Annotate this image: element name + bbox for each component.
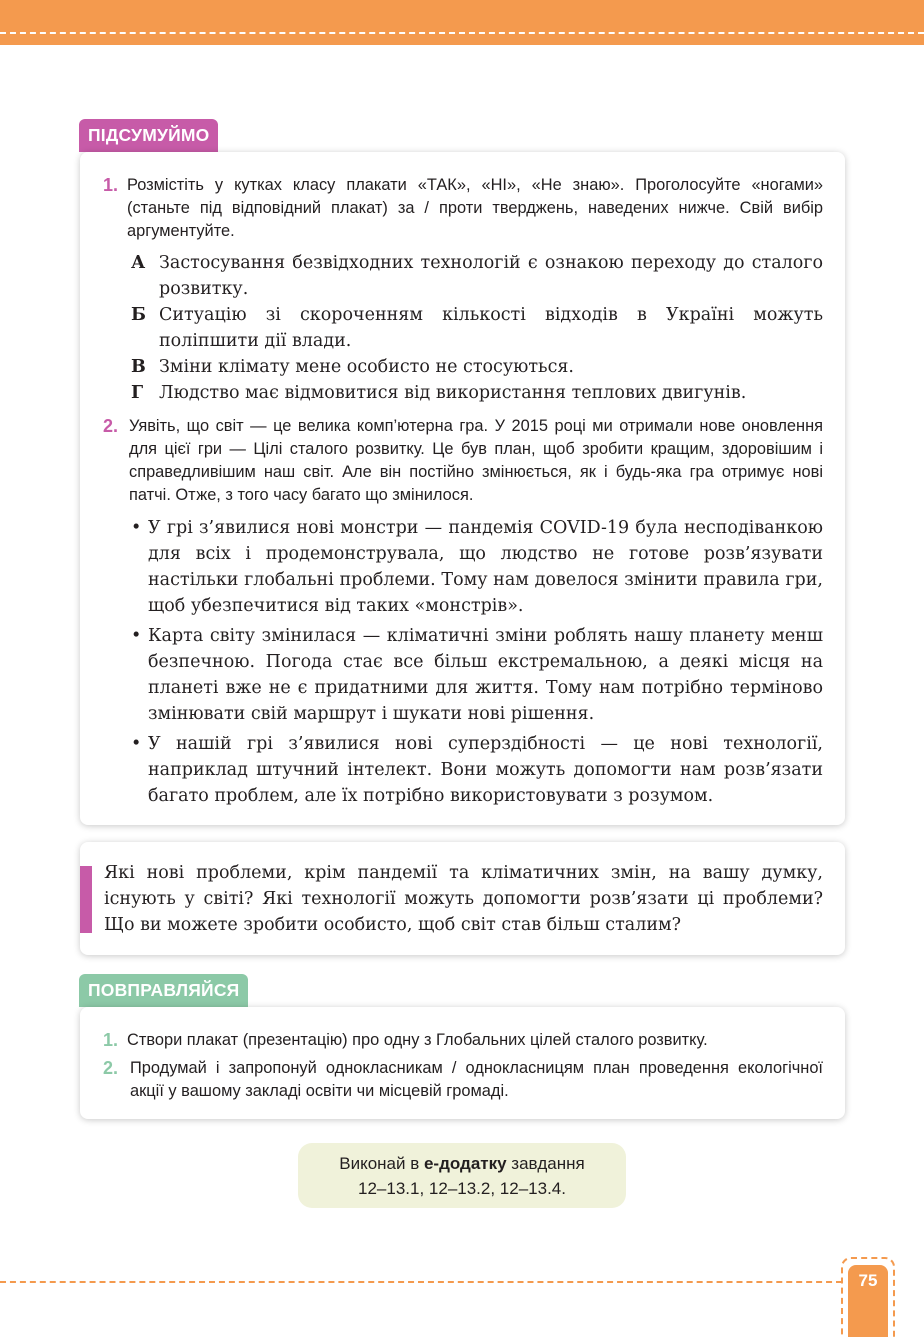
- e-dodatok-suffix: завдання: [506, 1154, 585, 1173]
- bullet-text: У грі з’явилися нові монстри — пандемія COVID-19 була несподіванкою для всіх і продемонструвала, що людство не готове розв’язувати настільки глобальні проблеми. Тому нам довелося змінити правила гри, щоб убезпечитися від таких «монстрів».: [148, 518, 823, 616]
- bullet-dot: •: [131, 626, 142, 646]
- task-1-option-d: [131, 380, 823, 406]
- bottom-dashed-line: [0, 1281, 842, 1283]
- e-dodatok-line-1: [298, 1151, 626, 1176]
- practice-task-1: [103, 1029, 823, 1052]
- task-2: [103, 415, 823, 507]
- e-dodatok-link: е-додатку: [423, 1154, 507, 1173]
- option-letter: Г: [131, 383, 144, 403]
- option-text: Застосування безвідходних технологій є ознакою переходу до сталого розвитку.: [159, 253, 823, 299]
- page-number: 75: [858, 1271, 878, 1290]
- task-2-text: Уявіть, що світ — це велика комп’ютерна гра. У 2015 році ми отримали нове оновлення для цієї гри — Цілі сталого розвитку. Це був план, щоб зробити кращим, здоровішим і справедливішим наш світ. Але він постійно змінюється, як і будь-яка гра отримує нові патчі. Отже, з того часу багато що змінилося.: [129, 417, 823, 504]
- e-dodatok-tasks: 12–13.1, 12–13.2, 12–13.4.: [358, 1179, 566, 1198]
- practice-task-1-number: 1.: [103, 1030, 119, 1050]
- question-text: Які нові проблеми, крім пандемії та кліматичних змін, на вашу думку, існують у світі? Які технології можуть допомогти розв’язати ці проблеми? Що ви можете зробити особисто, щоб світ став більш сталим?: [104, 863, 823, 935]
- task-1-option-c: [131, 354, 823, 380]
- option-letter: Б: [131, 305, 146, 325]
- section-label-summary: ПІДСУМУЙМО: [79, 119, 218, 152]
- option-letter: А: [131, 253, 146, 273]
- e-dodatok-prefix: Виконай в: [339, 1154, 424, 1173]
- task-2-bullet-1: [131, 515, 823, 619]
- practice-task-1-text: Створи плакат (презентацію) про одну з Глобальних цілей сталого розвитку.: [127, 1031, 708, 1049]
- task-2-bullet-3: [131, 731, 823, 809]
- option-text: Людство має відмовитися від використання теплових двигунів.: [159, 383, 747, 403]
- top-dashed-line: [0, 32, 924, 34]
- option-letter: В: [131, 357, 146, 377]
- option-text: Ситуацію зі скороченням кількості відходів в Україні можуть поліпшити дії влади.: [159, 305, 823, 351]
- practice-task-2: [103, 1057, 823, 1103]
- bullet-dot: •: [131, 734, 142, 754]
- bullet-dot: •: [131, 518, 142, 538]
- top-band: [0, 0, 924, 45]
- practice-task-2-text: Продумай і запропонуй однокласникам / однокласницям план проведення екологічної акції у вашому закладі освіти чи місцевій громаді.: [130, 1059, 823, 1100]
- task-2-number: 2.: [103, 416, 119, 436]
- task-1-number: 1.: [103, 175, 119, 195]
- practice-task-2-number: 2.: [103, 1058, 119, 1078]
- bullet-text: У нашій грі з’явилися нові суперздібності — це нові технології, наприклад штучний інтелект. Вони можуть допомогти нам розв’язати багато проблем, але їх потрібно використовувати з розумом.: [148, 734, 823, 806]
- task-1-option-a: [131, 250, 823, 302]
- task-1: [103, 174, 823, 243]
- task-1-option-b: [131, 302, 823, 354]
- option-text: Зміни клімату мене особисто не стосуються.: [159, 357, 574, 377]
- question-accent-bar: [80, 866, 92, 933]
- section-label-practice: ПОВПРАВЛЯЙСЯ: [79, 974, 248, 1007]
- task-2-bullet-2: [131, 623, 823, 727]
- e-dodatok-box: [298, 1143, 626, 1208]
- task-1-text: Розмістіть у кутках класу плакати «ТАК», «НІ», «Не знаю». Проголосуйте «ногами» (станьте під відповідний плакат) за / проти тверджень, наведених нижче. Свій вибір аргументуйте.: [127, 176, 823, 240]
- bullet-text: Карта світу змінилася — кліматичні зміни роблять нашу планету менш безпечною. Погода стає все більш екстремальною, а деякі місця на планеті вже не є придатними для життя. Тому нам потрібно терміново змінювати свій маршрут і шукати нові рішення.: [148, 626, 823, 724]
